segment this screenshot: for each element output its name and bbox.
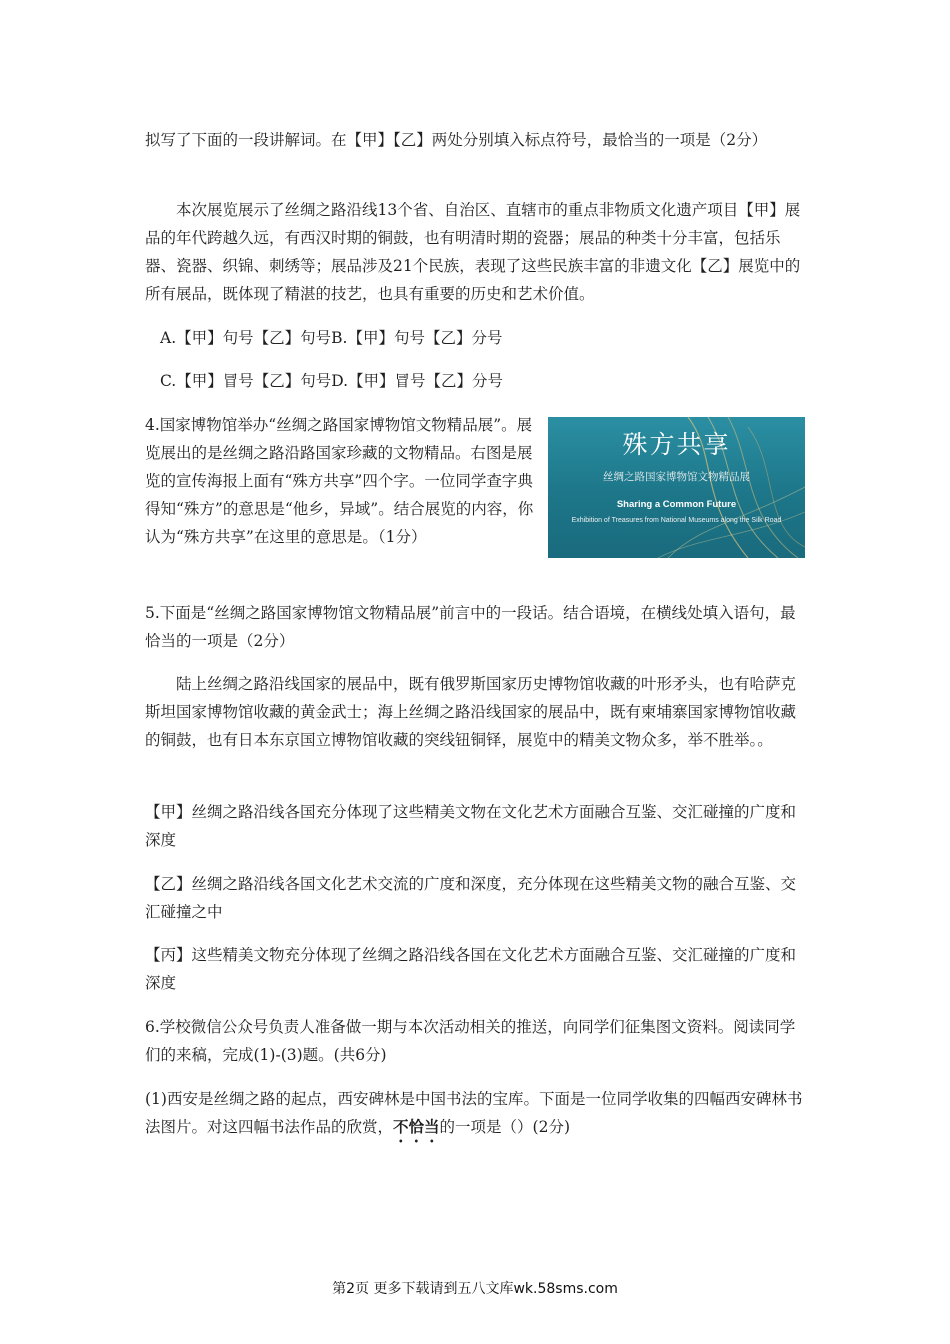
question-4: 4.国家博物馆举办“丝绸之路国家博物馆文物精品展”。展览展出的是丝绸之路沿路国家珍藏的文物精品。右图是展览的宣传海报上面有“殊方共享”四个字。一位同学查字典得知“殊方”的意思是“他乡，异域”。结合展览的内容，你认为“殊方共享”在这里的意思是。（1分）	[145, 416, 534, 546]
option-c-d: C.【甲】冒号【乙】句号D.【甲】冒号【乙】分号	[160, 372, 504, 390]
passage-preface: 陆上丝绸之路沿线国家的展品中，既有俄罗斯国家历史博物馆收藏的叶形矛头，也有哈萨克斯坦国家博物馆收藏的黄金武士；海上丝绸之路沿线国家的展品中，既有柬埔寨国家博物馆收藏的铜鼓，也有日本东京国立博物馆收藏的突线钮铜铎，展览中的精美文物众多，举不胜举。。	[145, 675, 797, 749]
poster-title: 殊方共享	[622, 430, 731, 459]
question-5: 5.下面是“丝绸之路国家博物馆文物精品展”前言中的一段话。结合语境，在横线处填入语句，最恰当的一项是（2分）	[145, 604, 796, 650]
option-bing: 【丙】这些精美文物充分体现了丝绸之路沿线各国在文化艺术方面融合互鉴、交汇碰撞的广度和深度	[145, 946, 797, 992]
option-yi: 【乙】丝绸之路沿线各国文化艺术交流的广度和深度，充分体现在这些精美文物的融合互鉴、交汇碰撞之中	[145, 875, 797, 921]
emphasis-text: 不恰当	[393, 1117, 440, 1136]
poster-english-title: Sharing a Common Future	[616, 499, 737, 510]
question-6-1-tail: 的一项是（）(2分)	[439, 1118, 570, 1136]
option-a-b: A.【甲】句号【乙】句号B.【甲】句号【乙】分号	[160, 329, 503, 347]
question-6: 6.学校微信公众号负责人准备做一期与本次活动相关的推送，向同学们征集图文资料。阅读同学们的来稿，完成(1)-(3)题。(共6分)	[145, 1018, 796, 1064]
passage-exhibition: 本次展览展示了丝绸之路沿线13个省、自治区、直辖市的重点非物质文化遗产项目【甲】展品的年代跨越久远，有西汉时期的铜鼓，也有明清时期的瓷器；展品的种类十分丰富，包括乐器、瓷器、织锦、刺绣等；展品涉及21个民族，表现了这些民族丰富的非遗文化【乙】展览中的所有展品，既体现了精湛的技艺，也具有重要的历史和艺术价值。	[145, 201, 801, 303]
page-footer: 第2页 更多下载请到五八文库wk.58sms.com	[332, 1281, 618, 1297]
poster-english-subtitle: Exhibition of Treasures from National Museums along the Silk Road	[571, 517, 782, 524]
question-3-stem: 拟写了下面的一段讲解词。在【甲】【乙】两处分别填入标点符号，最恰当的一项是（2分）	[145, 131, 768, 149]
question-6-1-text: (1)西安是丝绸之路的起点，西安碑林是中国书法的宝库。下面是一位同学收集的四幅西安碑林书法图片。对这四幅书法作品的欣赏，	[145, 1090, 803, 1136]
option-jia: 【甲】丝绸之路沿线各国充分体现了这些精美文物在文化艺术方面融合互鉴、交汇碰撞的广度和深度	[145, 803, 797, 849]
exhibition-poster	[548, 417, 805, 558]
poster-subtitle: 丝绸之路国家博物馆文物精品展	[603, 471, 750, 483]
question-6-1	[145, 1085, 810, 1146]
